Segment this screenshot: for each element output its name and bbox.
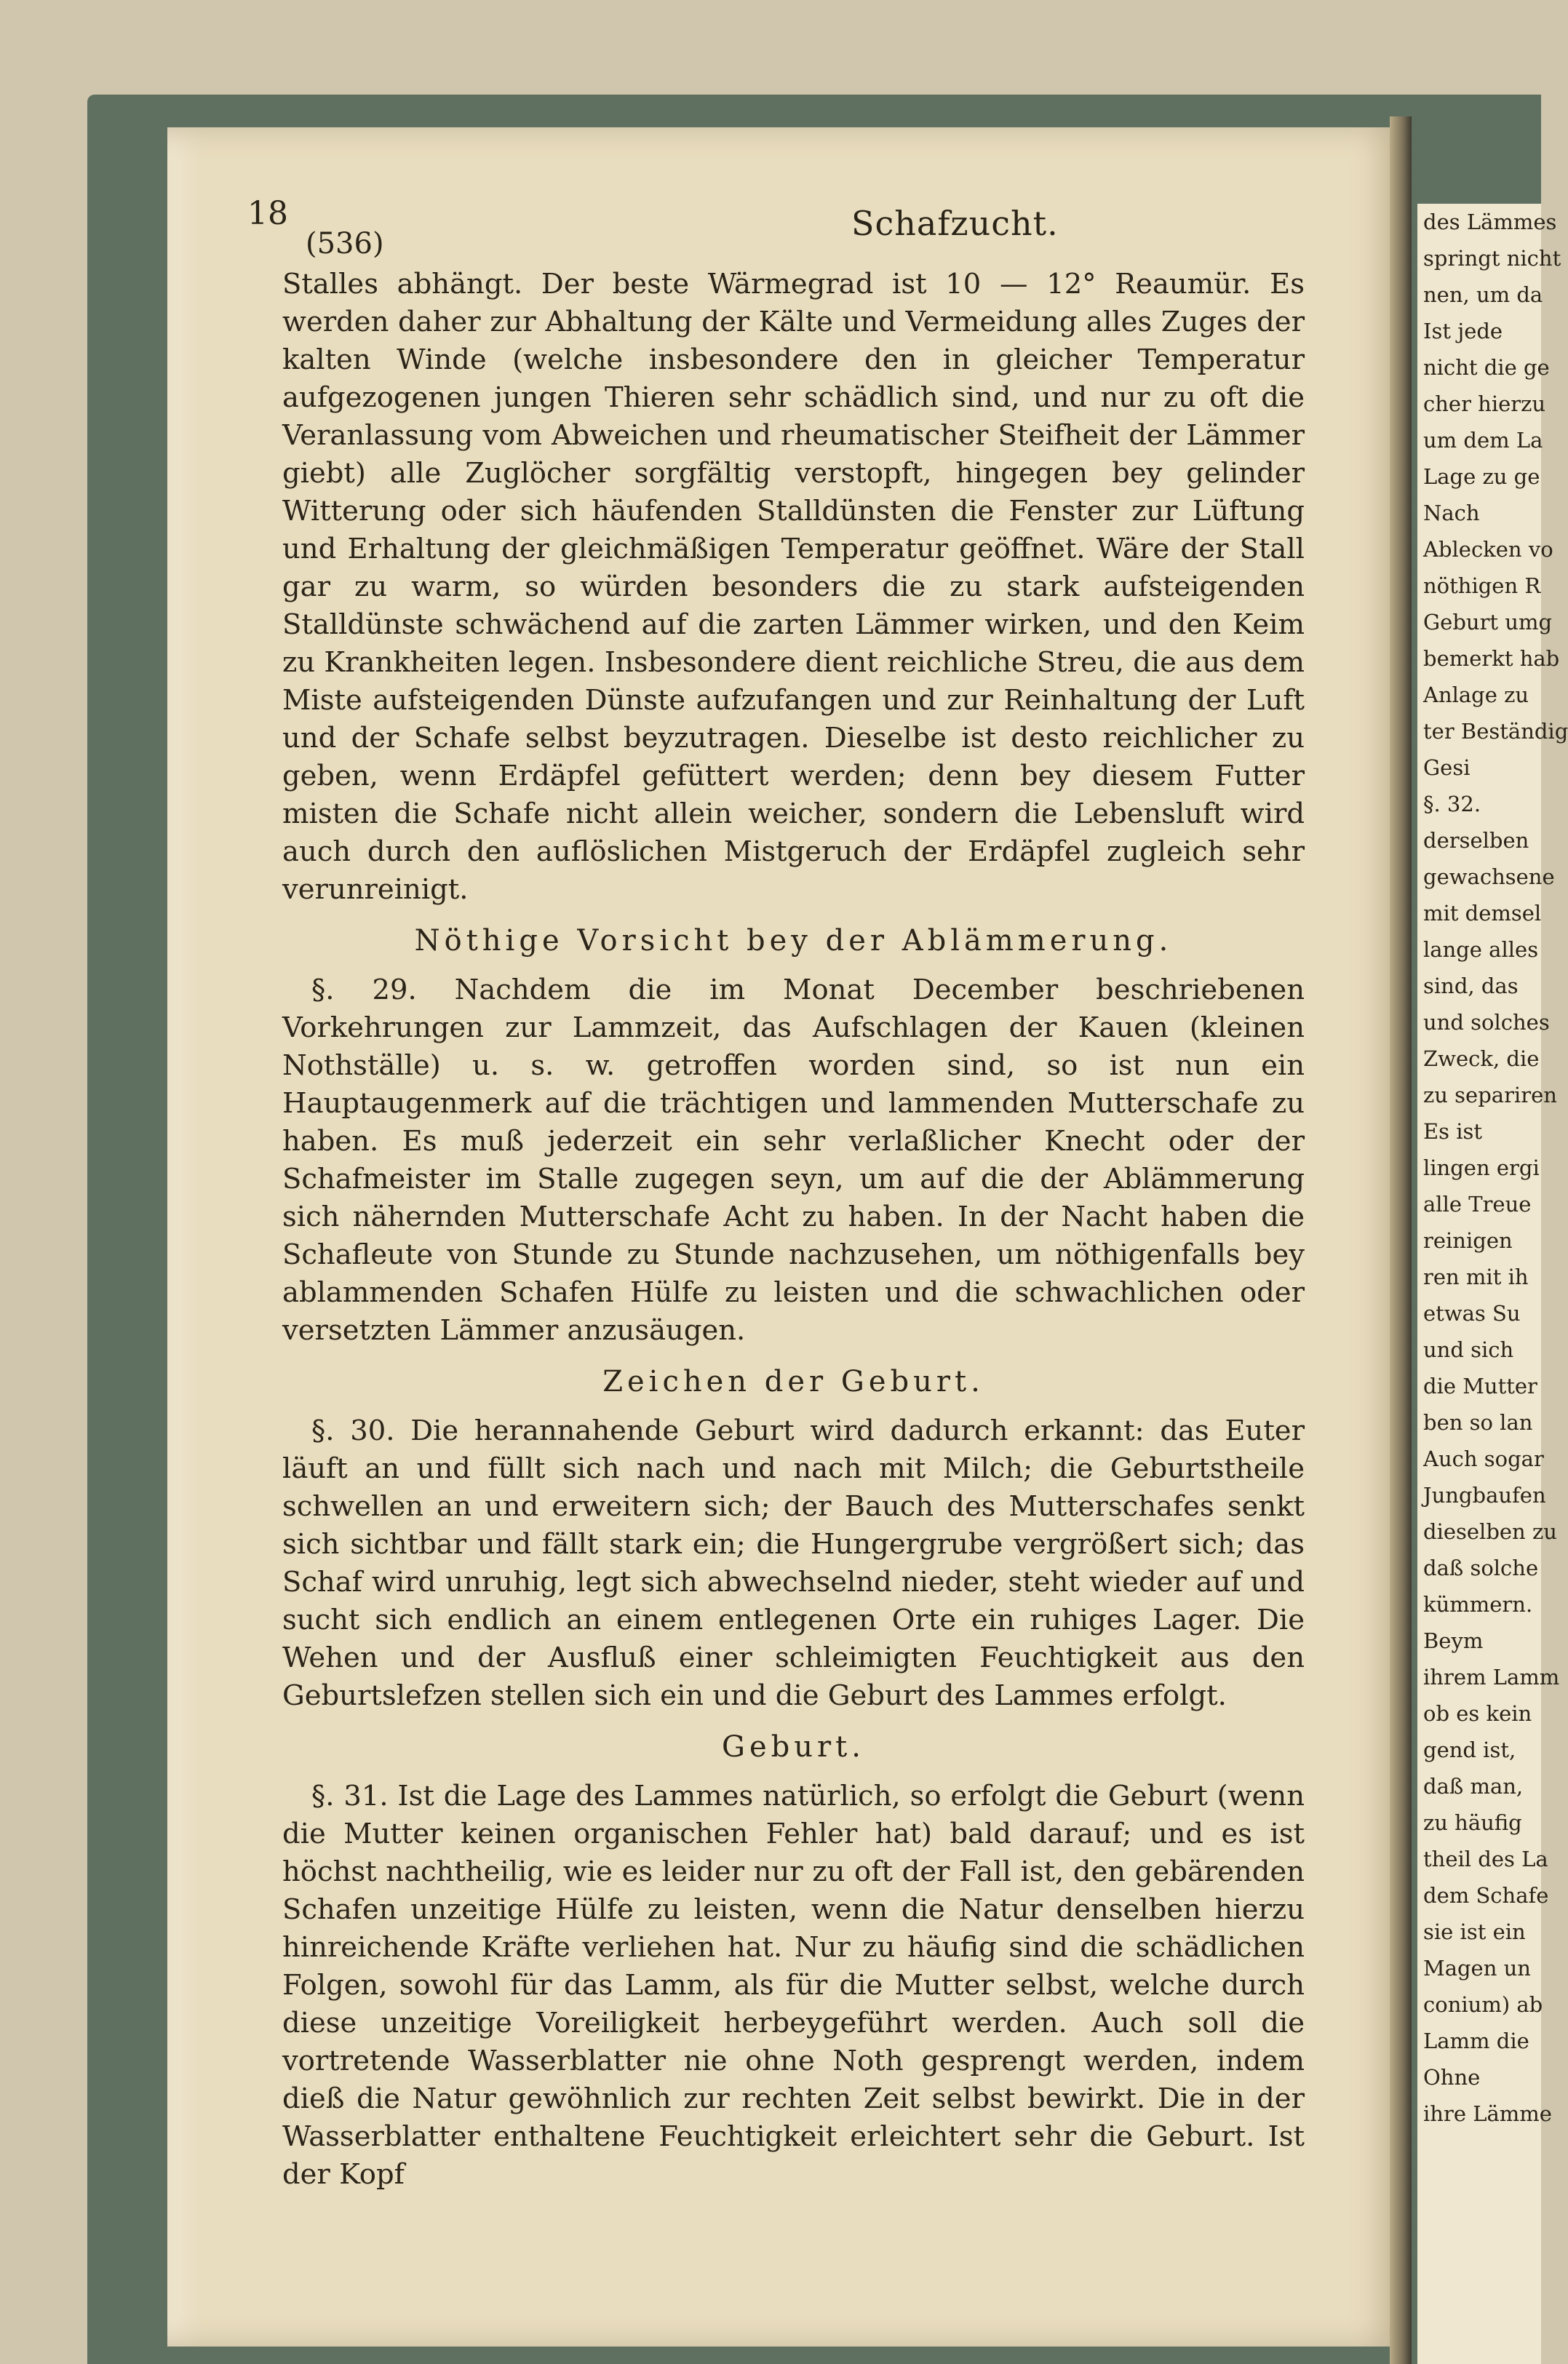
next-page-line: Zweck, die bbox=[1423, 1046, 1540, 1071]
next-page-line: nicht die ge bbox=[1423, 355, 1550, 380]
next-page-line: ihrem Lamm bbox=[1423, 1665, 1560, 1690]
next-page-line: conium) ab bbox=[1423, 1992, 1543, 2017]
next-page-line: um dem La bbox=[1423, 428, 1543, 453]
next-page-line: cher hierzu bbox=[1423, 391, 1546, 416]
next-page-line: Anlage zu bbox=[1423, 682, 1529, 707]
next-page-line: Beym bbox=[1423, 1628, 1484, 1653]
next-page-line: Ohne bbox=[1423, 2065, 1481, 2090]
next-page-edge bbox=[1417, 204, 1568, 2364]
next-page-line: nen, um da bbox=[1423, 282, 1543, 307]
next-page-line: zu häufig bbox=[1423, 1810, 1522, 1835]
next-page-line: zu separiren bbox=[1423, 1083, 1557, 1107]
next-page-line: die Mutter bbox=[1423, 1374, 1537, 1398]
next-page-line: Gesi bbox=[1423, 755, 1471, 780]
next-page-line: derselben bbox=[1423, 828, 1529, 853]
next-page-line: ben so lan bbox=[1423, 1410, 1533, 1435]
paragraph-31: §. 31. Ist die Lage des Lammes natürlich, so erfolgt die Geburt (wenn die Mutter keinen organischen Fehler hat) bald darauf; und es ist höchst nachtheilig, wie es leider nur zu oft der Fall ist, den gebärenden Schafen unzeitige Hülfe zu leisten, wenn die Natur denselben hierzu hinreichende Kräfte verliehen hat. Nur zu häufig sind die schädlichen Folgen, sowohl für das Lamm, als für die Mutter selbst, welche durch diese unzeitige Voreiligkeit herbeygeführt werden. Auch soll die vortretende Wasserblatter nie ohne Noth gesprengt werden, indem dieß die Natur gewöhnlich zur rechten Zeit selbst bewirkt. Die in der Wasserblatter enthaltene Feuchtigkeit erleichtert sehr die Geburt. Ist der Kopf bbox=[282, 1780, 1305, 2191]
body-text bbox=[282, 266, 1305, 2194]
next-page-line: daß solche bbox=[1423, 1556, 1539, 1580]
next-page-line: ihre Lämme bbox=[1423, 2101, 1552, 2126]
next-page-line: nöthigen R bbox=[1423, 573, 1541, 598]
next-page-line: lange alles bbox=[1423, 937, 1539, 962]
next-page-line: ren mit ih bbox=[1423, 1265, 1529, 1289]
next-page-line: daß man, bbox=[1423, 1774, 1524, 1799]
paragraph-30: §. 30. Die herannahende Geburt wird dadurch erkannt: das Euter läuft an und füllt sich nach und nach mit Milch; die Geburtstheile schwellen an und erweitern sich; der Bauch des Mutterschafes senkt sich sichtbar und fällt stark ein; die Hungergrube vergrößert sich; das Schaf wird unruhig, legt sich abwechselnd nieder, steht wieder auf und sucht sich endlich an einem entlegenen Orte ein ruhiges Lager. Die Wehen und der Ausfluß einer schleimigten Feuchtigkeit aus den Geburtslefzen stellen sich ein und die Geburt des Lammes erfolgt. bbox=[282, 1414, 1305, 1712]
next-page-line: Ablecken vo bbox=[1423, 537, 1553, 562]
next-page-line: kümmern. bbox=[1423, 1592, 1533, 1617]
page-number: 18 bbox=[247, 195, 288, 232]
next-page-line: dieselben zu bbox=[1423, 1519, 1557, 1544]
next-page-line: ter Beständig bbox=[1423, 719, 1568, 744]
next-page-line: mit demsel bbox=[1423, 901, 1542, 926]
next-page-line: und sich bbox=[1423, 1337, 1514, 1362]
next-page-line: gewachsene bbox=[1423, 864, 1555, 889]
next-page-line: Ist jede bbox=[1423, 319, 1503, 343]
next-page-line: sie ist ein bbox=[1423, 1919, 1526, 1944]
paragraph-stall: Stalles abhängt. Der beste Wärmegrad ist 10 — 12° Reaumür. Es werden daher zur Abhaltung der Kälte und Vermeidung alles Zuges der kalten Winde (welche insbesondere den in gleicher Temperatur aufgezogenen jungen Thieren sehr schädlich sind, und nur zu oft die Veranlassung vom Abweichen und rheumatischer Steifheit der Lämmer giebt) alle Zuglöcher sorgfältig verstopft, hingegen bey gelinder Witterung oder sich häufenden Stalldünsten die Fenster zur Lüftung und Erhaltung der gleichmäßigen Temperatur geöffnet. Wäre der Stall gar zu warm, so würden besonders die zu stark aufsteigenden Stalldünste schwächend auf die zarten Lämmer wirken, und den Keim zu Krankheiten legen. Insbesondere dient reichliche Streu, die aus dem Miste aufsteigenden Dünste aufzufangen und zur Reinhaltung der Luft und der Schafe selbst beyzutragen. Dieselbe ist desto reichlicher zu geben, wenn Erdäpfel gefüttert werden; denn bey diesem Futter misten die Schafe nicht allein weicher, sondern die Lebensluft wird auch durch den auflöslichen Mistgeruch der Erdäpfel zugleich sehr verunreinigt. bbox=[282, 268, 1305, 906]
next-page-line: Jungbaufen bbox=[1423, 1483, 1546, 1508]
next-page-line: bemerkt hab bbox=[1423, 646, 1560, 671]
next-page-line: Lage zu ge bbox=[1423, 464, 1540, 489]
next-page-line: ob es kein bbox=[1423, 1701, 1532, 1726]
next-page-line: Es ist bbox=[1423, 1119, 1483, 1144]
next-page-line: reinigen bbox=[1423, 1228, 1513, 1253]
heading-vorsicht: Nöthige Vorsicht bey der Ablämmerung. bbox=[414, 924, 1173, 958]
next-page-line: lingen ergi bbox=[1423, 1155, 1540, 1180]
paragraph-29: §. 29. Nachdem die im Monat December beschriebenen Vorkehrungen zur Lammzeit, das Aufschlagen der Kauen (kleinen Nothställe) u. s. w. getroffen worden sind, so ist nun ein Hauptaugenmerk auf die trächtigen und lammenden Mutterschafe zu haben. Es muß jederzeit ein sehr verlaßlicher Knecht oder der Schafmeister im Stalle zugegen seyn, um auf die der Ablämmerung sich nähernden Mutterschafe Acht zu haben. In der Nacht haben die Schafleute von Stunde zu Stunde nachzusehen, um nöthigenfalls bey ablammenden Schafen Hülfe zu leisten und die schwachlichen oder versetzten Lämmer anzusäugen. bbox=[282, 974, 1305, 1347]
running-head: Schafzucht. bbox=[851, 204, 1059, 243]
heading-geburt: Geburt. bbox=[722, 1730, 865, 1764]
next-page-line: Magen un bbox=[1423, 1956, 1531, 1981]
next-page-line: springt nicht bbox=[1423, 246, 1561, 271]
next-page-line: Lamm die bbox=[1423, 2029, 1529, 2053]
next-page-line: sind, das bbox=[1423, 974, 1519, 998]
next-page-line: Auch sogar bbox=[1423, 1446, 1544, 1471]
book-gutter bbox=[1390, 116, 1412, 2364]
next-page-line: dem Schafe bbox=[1423, 1883, 1549, 1908]
next-page-line: §. 32. bbox=[1423, 792, 1481, 816]
next-page-line: etwas Su bbox=[1423, 1301, 1521, 1326]
signature-mark: (536) bbox=[306, 227, 384, 260]
heading-zeichen: Zeichen der Geburt. bbox=[602, 1365, 984, 1398]
next-page-line: Geburt umg bbox=[1423, 610, 1553, 634]
next-page-line: Nach bbox=[1423, 501, 1480, 525]
next-page-line: theil des La bbox=[1423, 1847, 1548, 1871]
next-page-line: gend ist, bbox=[1423, 1738, 1516, 1762]
next-page-line: und solches bbox=[1423, 1010, 1550, 1035]
next-page-line: des Lämmes bbox=[1423, 210, 1557, 234]
next-page-line: alle Treue bbox=[1423, 1192, 1532, 1217]
